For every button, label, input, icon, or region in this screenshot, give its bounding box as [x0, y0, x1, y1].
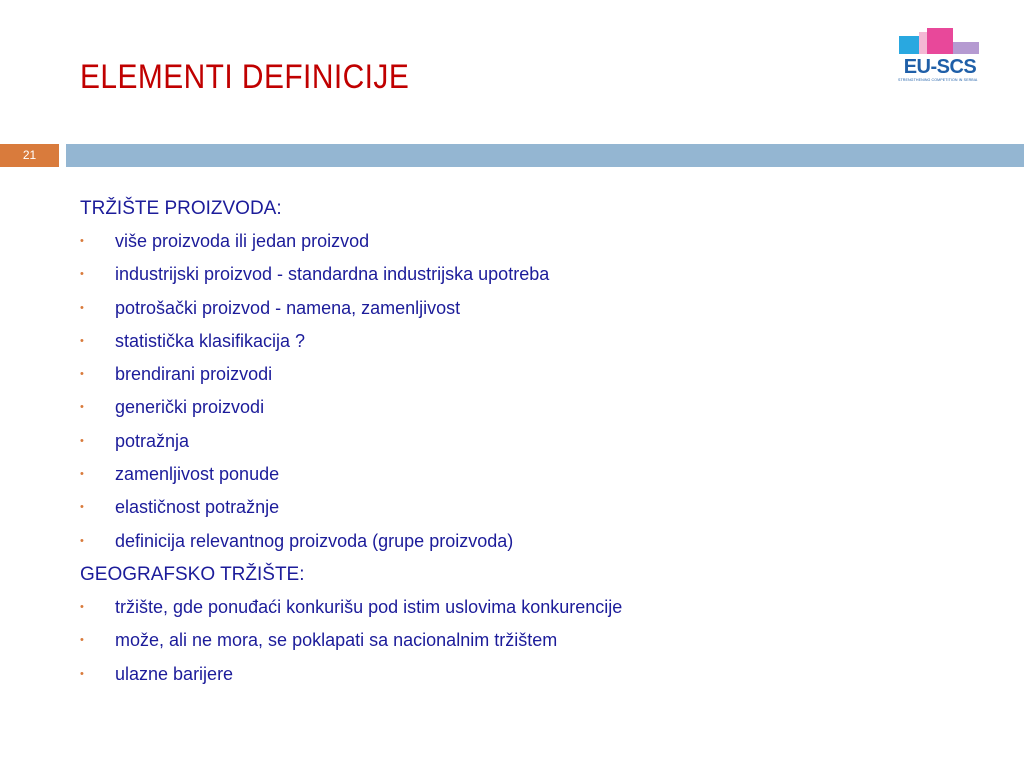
bullet-icon: •: [80, 268, 84, 281]
list-item-text: više proizvoda ili jedan proizvod: [115, 231, 370, 251]
header-divider-bar: [66, 144, 1024, 167]
logo-pink-square: [927, 28, 953, 54]
list-item-text: potražnja: [115, 430, 190, 451]
list-item-text: generički proizvodi: [115, 397, 265, 418]
list-item: [80, 325, 980, 358]
bullet-icon: •: [80, 301, 84, 314]
list-item-text: ulazne barijere: [115, 663, 234, 684]
list-item: [80, 591, 980, 624]
list-item: [80, 358, 980, 391]
logo-tagline: STRENGTHENING COMPETITION IN SERBIA: [898, 78, 978, 82]
bullet-icon: •: [80, 334, 84, 347]
bullet-icon: •: [80, 401, 84, 414]
bullet-icon: •: [80, 235, 84, 247]
slide-title: ELEMENTI DEFINICIJE: [80, 58, 410, 96]
list-item-text: brendirani proizvodi: [115, 364, 273, 385]
logo-text: EU-SCS: [903, 56, 977, 78]
logo-lilac-square: [953, 42, 979, 54]
bullet-icon: •: [80, 434, 84, 447]
bullet-icon: •: [80, 501, 84, 514]
slide-number: 21: [0, 144, 59, 167]
list-item: [80, 425, 980, 458]
list-item: [80, 391, 980, 424]
list-item-text: definicija relevantnog proizvoda (grupe proizvoda): [115, 530, 514, 551]
section-heading-geographic-market: GEOGRAFSKO TRŽIŠTE:: [80, 563, 305, 585]
slide-content: [80, 192, 980, 691]
section-heading-product-market: TRŽIŠTE PROIZVODA:: [80, 198, 282, 219]
list-item-text: elastičnost potražnje: [115, 497, 280, 518]
bullet-icon: •: [80, 368, 84, 381]
list-item-text: zamenljivost ponude: [115, 464, 280, 485]
bullet-icon: •: [80, 534, 84, 547]
bullet-icon: •: [80, 667, 84, 680]
list-item: [80, 658, 980, 691]
list-item-text: potrošački proizvod - namena, zamenljivost: [115, 297, 461, 318]
list-item: [80, 624, 980, 657]
list-item: [80, 292, 980, 325]
bullet-icon: •: [80, 468, 84, 481]
list-item-text: statistička klasifikacija ?: [115, 330, 306, 351]
list-item-text: može, ali ne mora, se poklapati sa nacionalnim tržištem: [115, 630, 558, 651]
list-item-text: industrijski proizvod - standardna industrijska upotreba: [115, 264, 550, 285]
bullet-icon: •: [80, 634, 84, 647]
list-item: [80, 491, 980, 524]
list-item-text: tržište, gde ponuđaći konkurišu pod istim uslovima konkurencije: [115, 596, 623, 617]
bullet-icon: •: [80, 600, 84, 613]
list-item: [80, 258, 980, 291]
eu-scs-logo: [897, 26, 983, 86]
list-item: [80, 225, 980, 258]
list-item: [80, 458, 980, 491]
list-item: [80, 525, 980, 558]
